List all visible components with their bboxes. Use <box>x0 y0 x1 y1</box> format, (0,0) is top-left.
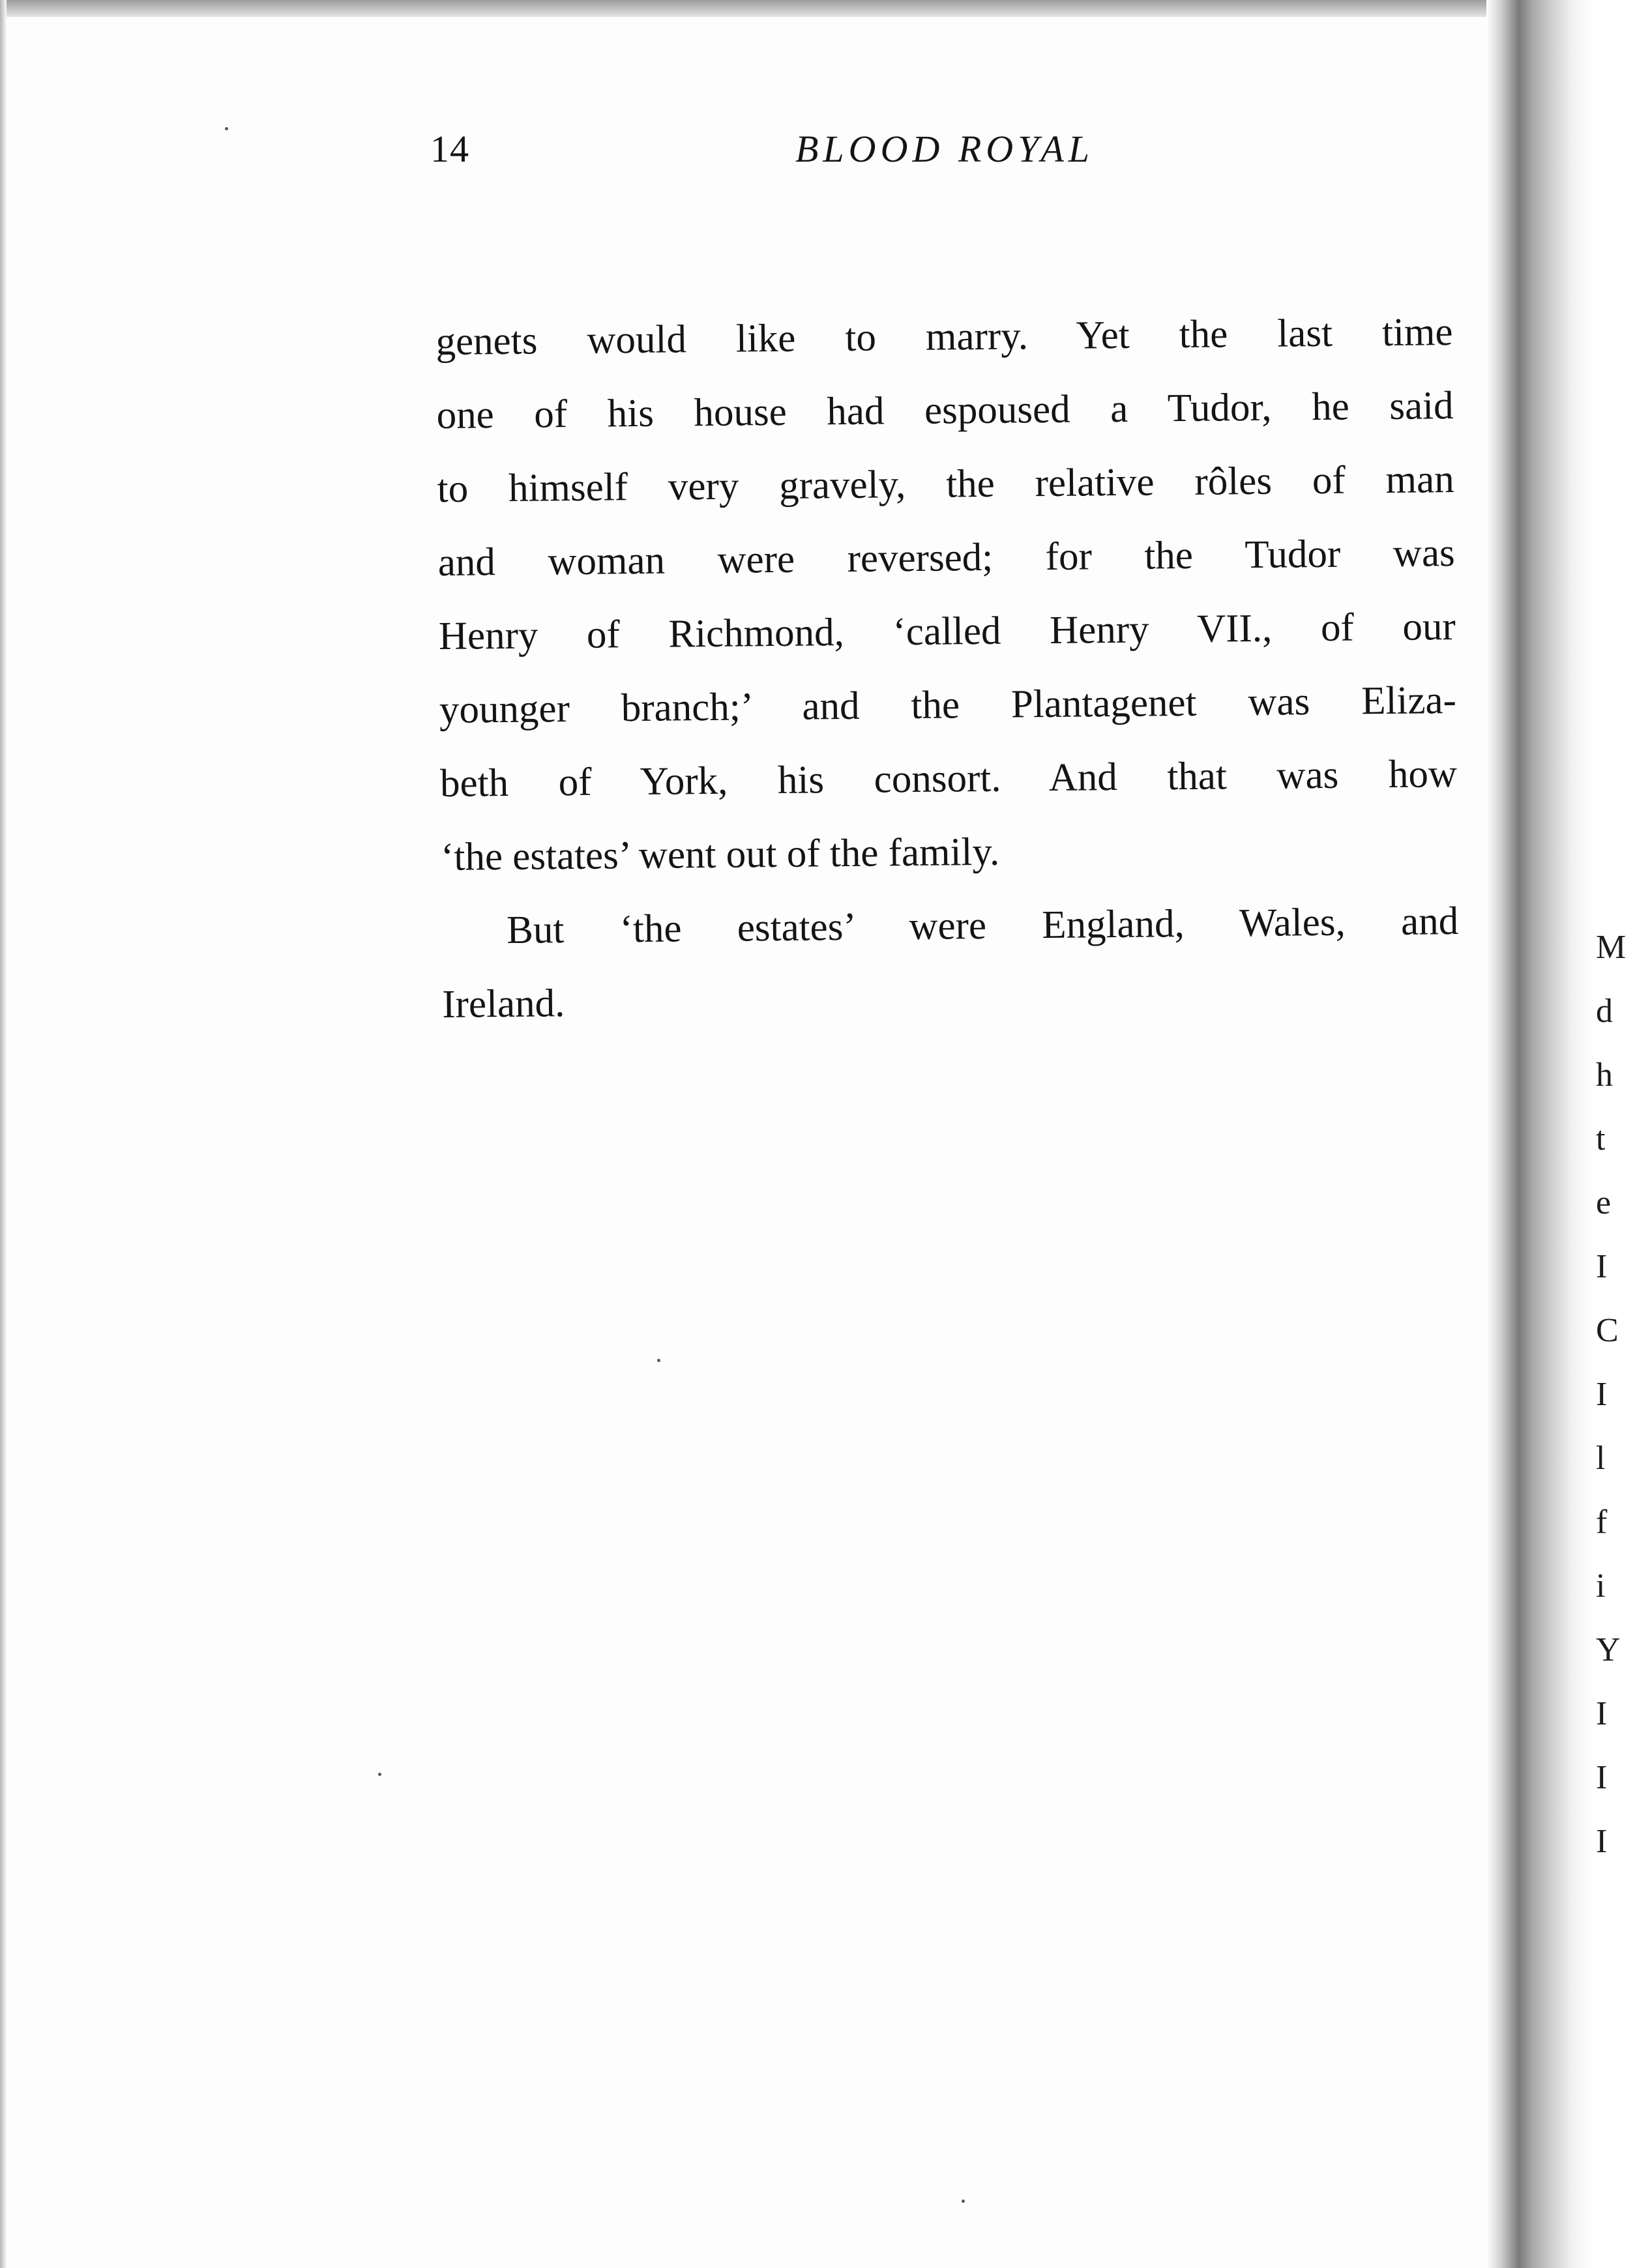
paper-speck <box>657 1359 660 1362</box>
edge-letter: d <box>1596 993 1613 1030</box>
text-line: one of his house had espoused a Tudor, he said <box>436 384 1454 437</box>
edge-letter: i <box>1596 1567 1606 1605</box>
text-line: and woman were reversed; for the Tudor was <box>437 531 1456 585</box>
text-line: genets would like to marry. Yet the last time <box>435 310 1453 364</box>
text-line: to himself very gravely, the relative rôles of man <box>437 458 1454 511</box>
edge-letter: t <box>1596 1120 1606 1157</box>
text-line: younger branch;’ and the Plantagenet was Eliza- <box>439 678 1457 732</box>
edge-letter: I <box>1596 1823 1608 1860</box>
text-line: beth of York, his consort. And that was how <box>439 751 1458 806</box>
edge-letter: C <box>1596 1312 1619 1349</box>
body-text <box>435 295 1460 1041</box>
running-head <box>430 127 1408 171</box>
page-left-shadow <box>0 0 7 2268</box>
text-line: Henry of Richmond, ‘called Henry VII., of our <box>438 605 1456 658</box>
text-line: Ireland. <box>441 981 565 1026</box>
next-page-edge-text <box>1596 916 1635 1874</box>
running-title: BLOOD ROYAL <box>795 128 1095 170</box>
edge-letter: Y <box>1596 1631 1621 1668</box>
edge-letter: I <box>1596 1695 1608 1732</box>
edge-letter: e <box>1596 1184 1612 1221</box>
edge-letter: I <box>1596 1376 1608 1413</box>
page-top-shadow <box>0 0 1499 17</box>
edge-letter: M <box>1596 929 1627 966</box>
paper-speck <box>225 127 228 130</box>
paragraph-first-line: But ‘the estates’ were England, Wales, and <box>506 899 1459 952</box>
edge-letter: l <box>1596 1440 1606 1477</box>
paper-speck <box>378 1773 381 1776</box>
edge-letter: I <box>1596 1248 1608 1285</box>
text-line: ‘the estates’ went out of the family. <box>440 830 1000 879</box>
page-number: 14 <box>430 128 469 170</box>
paper-speck <box>962 2200 965 2203</box>
edge-letter: I <box>1596 1759 1608 1796</box>
edge-letter: h <box>1596 1056 1613 1094</box>
edge-letter: f <box>1596 1504 1608 1541</box>
